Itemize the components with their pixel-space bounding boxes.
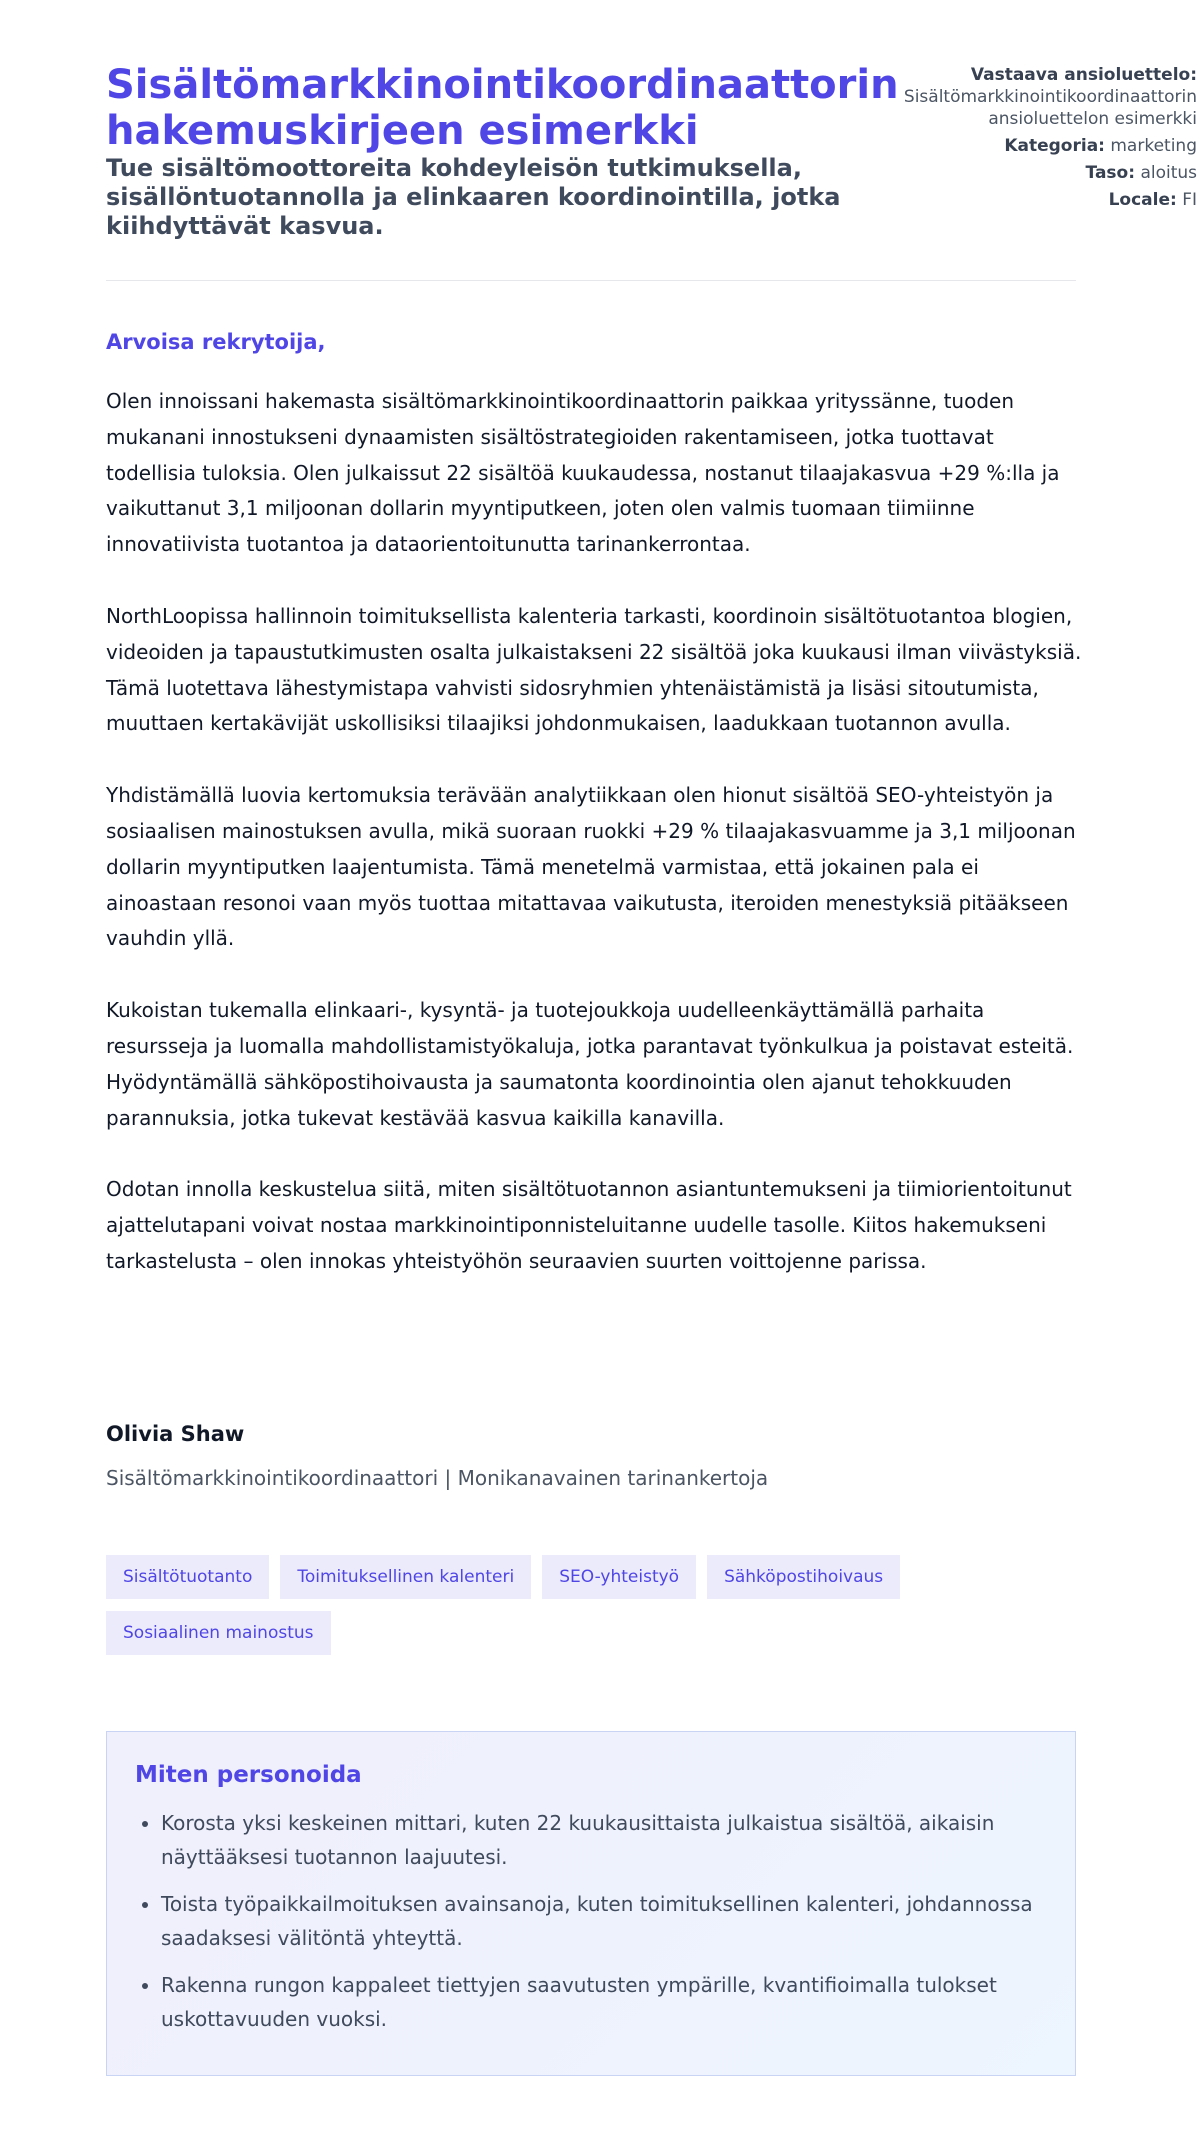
page-subtitle: Tue sisältömoottoreita kohdeyleisön tutkimuksella, sisällöntuotannolla ja elinkaaren koordinointilla, jotka kiihdyttävät kasvua. (106, 154, 841, 240)
meta-resume-value: Sisältömarkkinointikoordinaattorin ansioluettelon esimerkki (903, 87, 1197, 129)
skill-tag: SEO-yhteistyö (542, 1555, 696, 1599)
letter-paragraph: Odotan innolla keskustelua siitä, miten sisältötuotannon asiantuntemukseni ja tiimiorientoitunut ajattelutapani voivat nostaa markkinointiponnisteluitanne uudelle tasolle. Kiitos hakemukseni tarkastelusta – olen innokas yhteistyöhön seuraavien suurten voittojenne parissa. (106, 1177, 1072, 1273)
tip-item: • Rakenna rungon kappaleet tiettyjen saavutusten ympärille, kvantifioimalla tulokset uskottavuuden vuoksi. (161, 1968, 1047, 2036)
tip-item: • Korosta yksi keskeinen mittari, kuten 22 kuukausittaista julkaistua sisältöä, aikaisin näyttääksesi tuotannon laajuutesi. (161, 1806, 1047, 1874)
meta-level-value: aloitus (1140, 163, 1197, 183)
meta-level (897, 162, 1197, 184)
tips-list (135, 1806, 1047, 2036)
skill-tag: Toimituksellinen kalenteri (280, 1555, 531, 1599)
tip-item: • Toista työpaikkailmoituksen avainsanoja, kuten toimituksellinen kalenteri, johdannossa saadaksesi välitöntä yhteyttä. (161, 1887, 1047, 1955)
meta-panel (897, 64, 1197, 216)
meta-category-value: marketing (1110, 136, 1197, 156)
meta-resume (897, 64, 1197, 130)
meta-resume-label: Vastaava ansioluettelo: (970, 65, 1197, 85)
personalization-tips-box (106, 1731, 1076, 2076)
meta-category-label: Kategoria: (1004, 136, 1105, 156)
meta-locale-value: FI (1182, 190, 1197, 210)
letter-paragraph: Yhdistämällä luovia kertomuksia terävään analytiikkaan olen hionut sisältöä SEO-yhteistyön ja sosiaalisen mainostuksen avulla, mikä suoraan ruokki +29 % tilaajakasvuamme ja 3,1 miljoonan dollarin myyntiputken laajentumista. Tämä menetelmä varmistaa, että jokainen pala ei ainoastaan resonoi vaan myös tuottaa mitattavaa vaikutusta, iteroiden menestyksiä pitääkseen vauhdin yllä. (106, 783, 1076, 951)
skill-tag: Sosiaalinen mainostus (106, 1611, 331, 1655)
meta-category (897, 135, 1197, 157)
letter-paragraph: Olen innoissani hakemasta sisältömarkkinointikoordinaattorin paikkaa yrityssänne, tuoden mukanani innostukseni dynaamisten sisältöstrategioiden rakentamiseen, jotka tuottavat todellisia tuloksia. Olen julkaissut 22 sisältöä kuukaudessa, nostanut tilaajakasvua +29 %:lla ja vaikuttanut 3,1 miljoonan dollarin myyntiputkeen, joten olen valmis tuomaan tiimiinne innovatiivista tuotantoa ja dataorientoitunutta tarinankerrontaa. (106, 389, 1060, 557)
skill-tag: Sisältötuotanto (106, 1555, 269, 1599)
meta-locale (897, 189, 1197, 211)
signature-name: Olivia Shaw (106, 1422, 245, 1446)
tips-title: Miten personoida (135, 1762, 362, 1788)
page-header (106, 62, 899, 241)
letter-paragraph: NorthLoopissa hallinnoin toimituksellista kalenteria tarkasti, koordinoin sisältötuotantoa blogien, videoiden ja tapaustutkimusten osalta julkaistakseni 22 sisältöä joka kuukausi ilman viivästyksiä. Tämä luotettava lähestymistapa vahvisti sidosryhmien yhtenäistämistä ja lisäsi sitoutumista, muuttaen kertakävijät uskollisiksi tilaajiksi johdonmukaisen, laadukkaan tuotannon avulla. (106, 603, 1082, 736)
letter-body (106, 326, 1086, 1316)
letter-paragraph: Kukoistan tukemalla elinkaari-, kysyntä- ja tuotejoukkoja uudelleenkäyttämällä parhaita resursseja ja luomalla mahdollistamistyökaluja, jotka parantavat työnkulkua ja poistavat esteitä. Hyödyntämällä sähköpostihoivausta ja saumatonta koordinointia olen ajanut tehokkuuden parannuksia, jotka tukevat kestävää kasvua kaikilla kanavilla. (106, 998, 1074, 1130)
signature-title: Sisältömarkkinointikoordinaattori | Monikanavainen tarinankertoja (106, 1466, 769, 1490)
meta-locale-label: Locale: (1108, 190, 1177, 210)
page-title: Sisältömarkkinointikoordinaattorin hakemuskirjeen esimerkki (106, 62, 899, 154)
letter-greeting: Arvoisa rekrytoija, (106, 330, 326, 354)
meta-level-label: Taso: (1085, 163, 1136, 183)
skill-tags (106, 1555, 1006, 1655)
header-divider (106, 280, 1076, 281)
skill-tag: Sähköpostihoivaus (707, 1555, 900, 1599)
